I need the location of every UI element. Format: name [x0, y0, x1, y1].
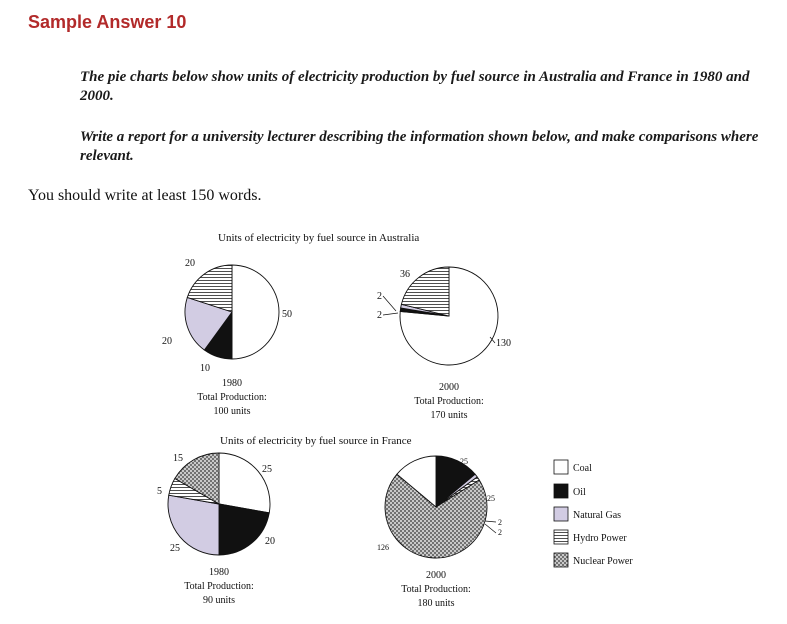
fra1980-slice-coal	[219, 453, 270, 513]
pie-charts-figure	[140, 222, 660, 622]
aus2000-label-gas: 2	[377, 310, 382, 321]
australia-title: Units of electricity by fuel source in Australia	[218, 232, 420, 244]
fra1980-total-label: Total Production:	[184, 581, 254, 592]
fra2000-total-label: Total Production:	[401, 584, 471, 595]
aus2000-total: 170 units	[430, 410, 468, 421]
france-title: Units of electricity by fuel source in France	[220, 435, 412, 447]
legend-label-coal: Coal	[573, 463, 592, 474]
fra2000-total: 180 units	[417, 598, 455, 609]
aus1980-slice-coal	[232, 265, 279, 359]
fra1980-total: 90 units	[203, 595, 235, 606]
word-count-instruction: You should write at least 150 words.	[28, 187, 262, 204]
fra1980-label-gas: 25	[170, 543, 180, 554]
aus1980-label-coal: 50	[282, 309, 292, 320]
legend-label-hydro: Hydro Power	[573, 533, 627, 544]
aus1980-total-label: Total Production:	[197, 392, 267, 403]
aus2000-total-label: Total Production:	[414, 396, 484, 407]
legend-swatch-oil	[554, 484, 568, 498]
fra2000-year: 2000	[426, 570, 446, 581]
aus2000-year: 2000	[439, 382, 459, 393]
aus1980-total: 100 units	[213, 406, 251, 417]
aus1980-label-gas: 20	[162, 336, 172, 347]
task-instructions: Write a report for a university lecturer describing the information shown below, and make comparisons where relevant.	[80, 129, 759, 164]
fra2000-label-oil: 25	[487, 494, 495, 503]
fra1980-year: 1980	[209, 567, 229, 578]
fra1980-label-nuclear: 15	[173, 453, 183, 464]
aus1980-label-hydro: 20	[185, 258, 195, 269]
fra1980-label-hydro: 5	[157, 486, 162, 497]
aus1980-year: 1980	[222, 378, 242, 389]
legend-swatch-nuclear	[554, 553, 568, 567]
fra2000-label-hydro: 2	[498, 528, 502, 537]
legend-label-oil: Oil	[573, 487, 586, 498]
legend-swatch-coal	[554, 460, 568, 474]
fra2000-label-gas: 2	[498, 518, 502, 527]
task-description: The pie charts below show units of electricity production by fuel source in Australia and France in 1980 and 2000.	[80, 69, 750, 104]
legend-swatch-hydro	[554, 530, 568, 544]
fra1980-label-oil: 20	[265, 536, 275, 547]
aus2000-label-oil: 2	[377, 291, 382, 302]
fra1980-slice-oil	[219, 504, 269, 555]
legend-label-gas: Natural Gas	[573, 510, 622, 521]
legend-label-nuclear: Nuclear Power	[573, 556, 633, 567]
aus2000-label-coal: 130	[496, 338, 511, 349]
fra2000-label-nuclear: 126	[377, 543, 389, 552]
aus2000-label-hydro: 36	[400, 269, 410, 280]
chart-legend	[554, 460, 633, 567]
legend-swatch-gas	[554, 507, 568, 521]
aus1980-label-oil: 10	[200, 363, 210, 374]
page-title: Sample Answer 10	[28, 12, 187, 32]
fra1980-label-coal: 25	[262, 464, 272, 475]
fra2000-label-coal: 25	[460, 457, 468, 466]
